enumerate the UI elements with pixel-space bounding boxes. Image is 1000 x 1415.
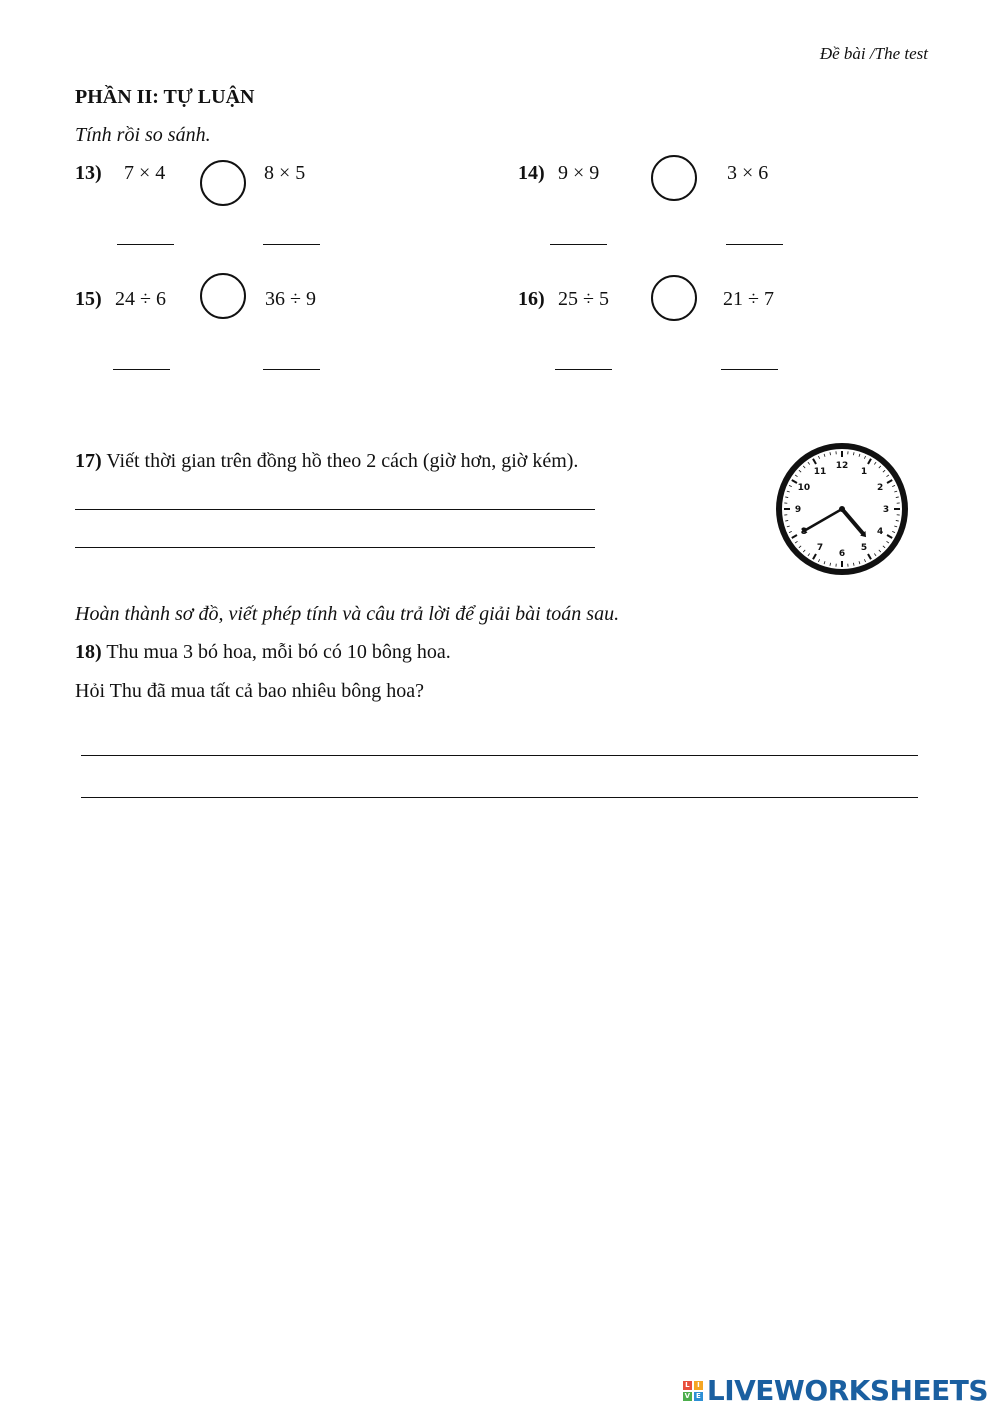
clock-number: 3 bbox=[882, 505, 890, 515]
clock-number: 11 bbox=[813, 466, 827, 477]
clock-center bbox=[839, 506, 845, 512]
question-18-answer-line-2[interactable] bbox=[81, 797, 918, 798]
clock-number: 9 bbox=[794, 505, 802, 515]
problem-13-left-answer-blank[interactable] bbox=[117, 244, 174, 245]
clock-number: 10 bbox=[797, 483, 811, 493]
problem-16-number: 16) bbox=[518, 288, 545, 310]
problem-16-right-answer-blank[interactable] bbox=[721, 369, 778, 370]
section-title: PHẦN II: TỰ LUẬN bbox=[75, 86, 255, 108]
question-17-answer-line-2[interactable] bbox=[75, 547, 595, 548]
problem-14-left-expression: 9 × 9 bbox=[558, 162, 600, 184]
logo-text: LIVEWORKSHEETS bbox=[706, 1374, 988, 1407]
problem-14-right-expression: 3 × 6 bbox=[727, 162, 769, 184]
clock-number: 1 bbox=[860, 466, 868, 477]
question-17-number: 17) bbox=[75, 450, 102, 472]
clock-number: 7 bbox=[816, 543, 824, 554]
problem-16-left-expression: 25 ÷ 5 bbox=[558, 288, 609, 310]
question-18-line-2: Hỏi Thu đã mua tất cả bao nhiêu bông hoa? bbox=[75, 680, 424, 702]
problem-16-right-expression: 21 ÷ 7 bbox=[723, 288, 774, 310]
problem-15-right-expression: 36 ÷ 9 bbox=[265, 288, 316, 310]
header-note: Đề bài /The test bbox=[819, 44, 928, 63]
problem-15-left-answer-blank[interactable] bbox=[113, 369, 170, 370]
clock-number: 6 bbox=[838, 549, 846, 559]
problem-15-compare-circle[interactable] bbox=[200, 273, 246, 319]
problem-14-compare-circle[interactable] bbox=[651, 155, 697, 201]
logo-tile-i: I bbox=[694, 1381, 703, 1390]
logo-tile-v: V bbox=[684, 1391, 691, 1400]
problem-16-compare-circle[interactable] bbox=[651, 275, 697, 321]
liveworksheets-logo bbox=[683, 1374, 988, 1407]
problem-14-number: 14) bbox=[518, 162, 545, 184]
clock-number: 2 bbox=[876, 483, 884, 493]
logo-tile-e: E bbox=[694, 1392, 703, 1401]
question-18-line-1 bbox=[75, 641, 451, 664]
compare-instruction: Tính rồi so sánh. bbox=[75, 124, 211, 146]
problem-14-right-answer-blank[interactable] bbox=[726, 244, 783, 245]
problem-15-number: 15) bbox=[75, 288, 102, 310]
clock-number: 5 bbox=[860, 543, 868, 554]
problem-15-left-expression: 24 ÷ 6 bbox=[115, 288, 166, 310]
question-18-instruction: Hoàn thành sơ đồ, viết phép tính và câu trả lời để giải bài toán sau. bbox=[75, 603, 620, 625]
analog-clock bbox=[774, 441, 910, 577]
question-18-number: 18) bbox=[75, 641, 102, 663]
question-18-text-1: Thu mua 3 bó hoa, mỗi bó có 10 bông hoa. bbox=[106, 641, 451, 663]
problem-13-right-answer-blank[interactable] bbox=[263, 244, 320, 245]
problem-13-right-expression: 8 × 5 bbox=[264, 162, 306, 184]
problem-13-number: 13) bbox=[75, 162, 102, 184]
problem-15-right-answer-blank[interactable] bbox=[263, 369, 320, 370]
question-17 bbox=[75, 450, 578, 473]
problem-14-left-answer-blank[interactable] bbox=[550, 244, 607, 245]
logo-tile-l: L bbox=[683, 1381, 692, 1390]
clock-number: 12 bbox=[835, 461, 849, 471]
question-18-answer-line-1[interactable] bbox=[81, 755, 918, 756]
question-17-text: Viết thời gian trên đồng hồ theo 2 cách (giờ hơn, giờ kém). bbox=[106, 450, 579, 472]
logo-icon bbox=[683, 1381, 703, 1401]
problem-16-left-answer-blank[interactable] bbox=[555, 369, 612, 370]
problem-13-left-expression: 7 × 4 bbox=[124, 162, 166, 184]
question-17-answer-line-1[interactable] bbox=[75, 509, 595, 510]
problem-13-compare-circle[interactable] bbox=[200, 160, 246, 206]
clock-number: 4 bbox=[876, 527, 884, 537]
